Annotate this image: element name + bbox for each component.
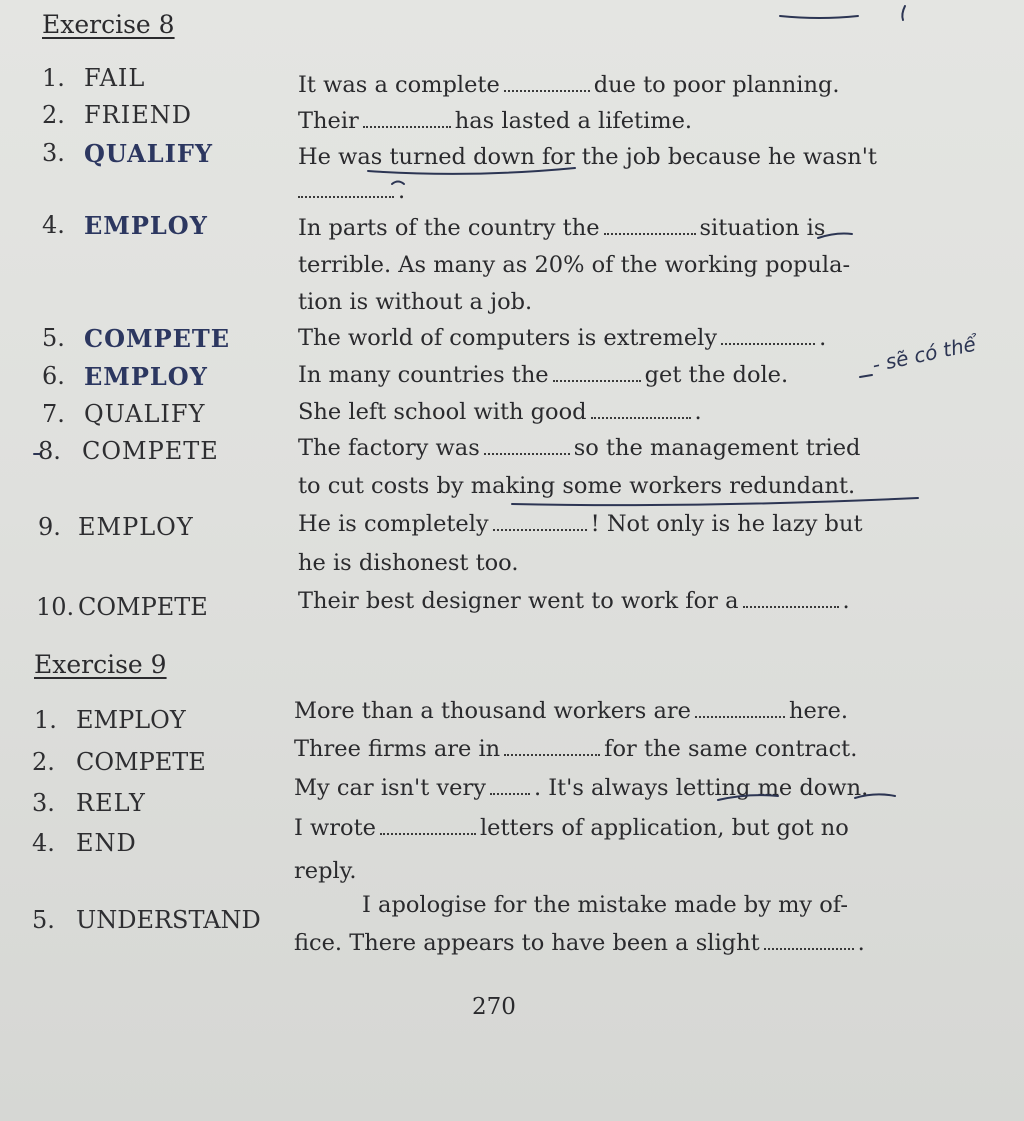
- item-word: EMPLOY: [78, 513, 194, 541]
- item-number: 3.: [42, 139, 65, 167]
- pen-stroke: [780, 16, 858, 18]
- sentence-text: My car isn't very: [294, 775, 486, 801]
- sentence-text: More than a thousand workers are: [294, 698, 691, 724]
- sentence-text: ! Not only is he lazy but: [590, 511, 863, 537]
- item-word: COMPETE: [78, 593, 208, 621]
- item-word: COMPETE: [76, 748, 206, 776]
- item-word: QUALIFY: [84, 139, 213, 168]
- sentence-text: so the management tried: [573, 435, 861, 461]
- item-number: 4.: [32, 829, 55, 857]
- sentence-text: The factory was: [298, 435, 480, 461]
- item-number: 5.: [42, 324, 65, 352]
- item-number: 8.: [38, 437, 61, 465]
- sentence-text: tion is without a job.: [298, 289, 533, 315]
- sentence-text: he is dishonest too.: [298, 550, 519, 576]
- sentence-text: reply.: [294, 858, 357, 884]
- item-number: 10.: [36, 593, 75, 621]
- item-number: 5.: [32, 906, 55, 934]
- sentence-text: letters of application, but got no: [479, 815, 849, 841]
- sentence-text: has lasted a lifetime.: [454, 108, 693, 134]
- item-word: FAIL: [84, 64, 146, 92]
- underline-turned-down-for: [368, 168, 575, 174]
- sentence-text: .: [842, 588, 850, 614]
- sentence-text: to cut costs by making some workers redundant.: [298, 473, 856, 499]
- underline-mark: [818, 234, 852, 239]
- sentence-text: In many countries the: [298, 362, 549, 388]
- item-number: 2.: [32, 748, 55, 776]
- item-word: COMPETE: [84, 324, 231, 353]
- underline-making-some-workers-redundant: [512, 498, 918, 505]
- pen-stroke: [902, 6, 905, 20]
- item-word: FRIEND: [84, 101, 192, 129]
- sentence-text: It was a complete: [298, 72, 500, 98]
- handwritten-note: - sẽ có thể: [870, 331, 978, 377]
- item-word: QUALIFY: [84, 400, 206, 428]
- item-number: 1.: [42, 64, 65, 92]
- item-word: END: [76, 829, 137, 857]
- item-number: 9.: [38, 513, 61, 541]
- page-number: 270: [472, 994, 516, 1020]
- sentence-text: get the dole.: [644, 362, 789, 388]
- sentence-text: Their best designer went to work for a: [298, 588, 739, 614]
- sentence-text: here.: [789, 698, 849, 724]
- item-word: EMPLOY: [76, 706, 186, 734]
- item-number: 1.: [34, 706, 57, 734]
- sentence-text: Three firms are in: [294, 736, 501, 762]
- item-word: RELY: [76, 789, 146, 817]
- item-number: 4.: [42, 211, 65, 239]
- sentence-text: for the same contract.: [604, 736, 858, 762]
- sentence-text: due to poor planning.: [593, 72, 840, 98]
- sentence-text: situation is: [699, 215, 826, 241]
- sentence-text: terrible. As many as 20% of the working popula-: [298, 252, 851, 278]
- pen-dash: [860, 375, 872, 377]
- sentence-text: He is completely: [298, 511, 489, 537]
- item-number: 2.: [42, 101, 65, 129]
- sentence-text: .: [694, 399, 702, 425]
- sentence-text: .: [857, 930, 865, 956]
- underline-letting: [718, 795, 778, 800]
- underline-down: [855, 794, 895, 798]
- sentence-text: In parts of the country the: [298, 215, 600, 241]
- exercise-8-heading: Exercise 8: [42, 10, 175, 39]
- item-word: EMPLOY: [84, 211, 208, 240]
- sentence-text: I apologise for the mistake made by my of-: [362, 892, 848, 918]
- sentence-text: .: [819, 325, 827, 351]
- item-word: COMPETE: [82, 437, 219, 465]
- sentence-text: fice. There appears to have been a slight: [294, 930, 760, 956]
- sentence-text: He was turned down for the job because he wasn't: [298, 144, 877, 170]
- pen-squiggle: [392, 182, 404, 185]
- sentence-text: She left school with good: [298, 399, 587, 425]
- item-number: 7.: [42, 400, 65, 428]
- sentence-text: .: [398, 178, 406, 204]
- sentence-text: . It's always letting me down.: [533, 775, 869, 801]
- exercise-9-heading: Exercise 9: [34, 650, 167, 679]
- sentence-text: I wrote: [294, 815, 376, 841]
- sentence-text: The world of computers is extremely: [298, 325, 718, 351]
- item-number: 6.: [42, 362, 65, 390]
- sentence-text: Their: [298, 108, 359, 134]
- item-word: UNDERSTAND: [76, 906, 261, 934]
- item-word: EMPLOY: [84, 362, 208, 391]
- item-number: 3.: [32, 789, 55, 817]
